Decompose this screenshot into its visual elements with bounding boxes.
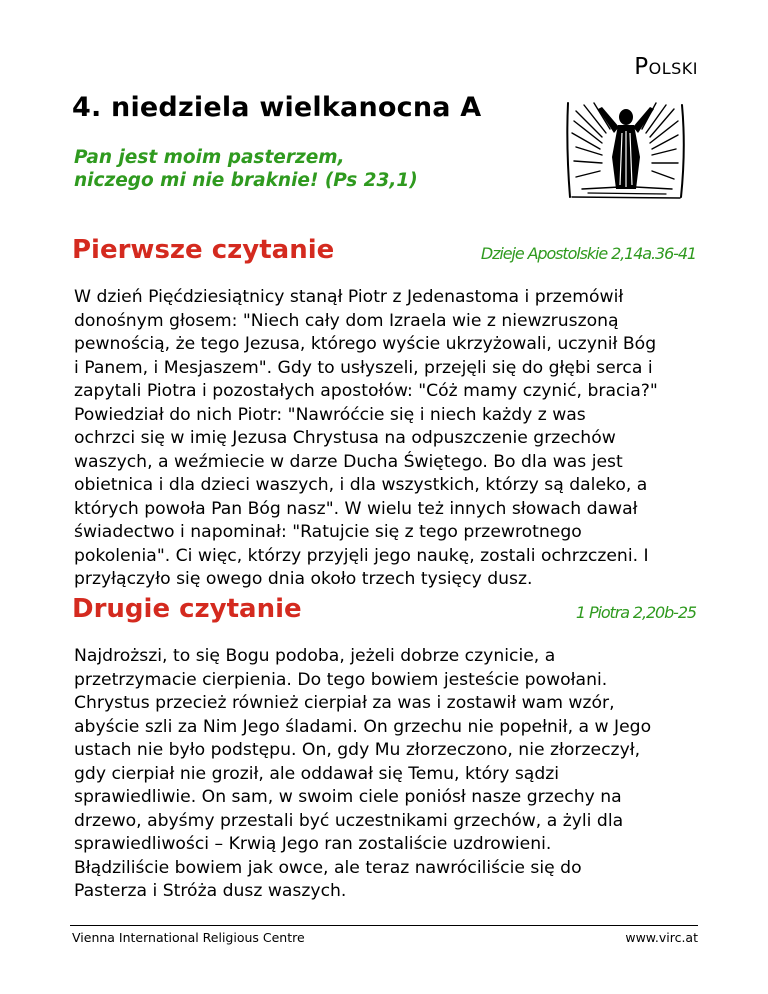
text-line: sprawiedliwie. On sam, w swoim ciele poniósł nasze grzechy na [74,787,622,807]
text-line: donośnym głosem: "Niech cały dom Izraela wie z niewzruszoną [74,310,619,331]
text-line: ustach nie było podstępu. On, gdy Mu złorzeczono, nie złorzeczył, [74,740,641,760]
section-heading: Pierwsze czytanie [72,235,335,265]
text-line: zapytali Piotra i pozostałych apostołów: "Cóż mamy czynić, bracia?" [74,381,658,401]
text-line: przetrzymacie cierpienia. Do tego bowiem jesteście powołani. [74,669,608,690]
text-line: W dzień Pięćdziesiątnicy stanął Piotr z Jedenastoma i przemówił [74,287,624,307]
motto-line: niczego mi nie braknie! (Ps 23,1) [74,170,418,191]
text-line: pokolenia". Ci więc, którzy przyjęli jego naukę, zostali ochrzczeni. I [74,545,649,566]
section-heading: Drugie czytanie [72,594,302,624]
text-line: waszych, a weźmiecie w darze Ducha Świętego. Bo dla was jest [74,451,623,472]
text-line: sprawiedliwości – Krwią Jego ran zostaliście uzdrowieni. [74,834,552,854]
text-line: Błądziliście bowiem jak owce, ale teraz nawróciliście się do [74,857,582,878]
reading1-text [74,286,702,592]
text-line: obietnica i dla dzieci waszych, i dla wszystkich, którzy są daleko, a [74,475,648,495]
text-line: Powiedział do nich Piotr: "Nawróćcie się i niech każdy z was [74,404,586,425]
footer-divider [70,925,698,926]
reading2-header [72,594,696,634]
motto-line: Pan jest moim pasterzem, [74,147,345,168]
scripture-reference: Dzieje Apostolskie 2,14a.36-41 [480,244,696,263]
text-line: Najdroższi, to się Bogu podoba, jeżeli dobrze czynicie, a [74,646,556,666]
motto [74,146,418,192]
text-line: przyłączyło się owego dnia około trzech tysięcy dusz. [74,569,533,589]
text-line: Chrystus przecież również cierpiał za was i zostawił wam wzór, [74,693,615,713]
text-line: gdy cierpiał nie groził, ale oddawał się Temu, który sądzi [74,763,560,784]
text-line: pewnością, że tego Jezusa, którego wyście ukrzyżowali, uczynił Bóg [74,334,657,354]
reading1-header [72,235,696,275]
footer-organization: Vienna International Religious Centre [72,930,305,945]
text-line: których powoła Pan Bóg nasz". W wielu też innych słowach dawał [74,498,638,519]
page-title: 4. niedziela wielkanocna A [72,92,482,123]
text-line: ochrzci się w imię Jezusa Chrystusa na odpuszczenie grzechów [74,428,616,448]
text-line: świadectwo i napominał: "Ratujcie się z tego przewrotnego [74,522,582,542]
text-line: abyście szli za Nim Jego śladami. On grzechu nie popełnił, a w Jego [74,716,652,737]
risen-christ-woodcut-icon [562,97,690,201]
footer-website: www.virc.at [625,930,698,945]
text-line: i Panem, i Mesjaszem". Gdy to usłyszeli, przejęli się do głębi serca i [74,357,653,378]
text-line: Pasterza i Stróża dusz waszych. [74,881,347,901]
text-line: drzewo, abyśmy przestali być uczestnikami grzechów, a żyli dla [74,810,624,831]
reading2-text [74,645,702,904]
language-label: Polski [634,54,698,80]
scripture-reference: 1 Piotra 2,20b-25 [575,603,696,622]
